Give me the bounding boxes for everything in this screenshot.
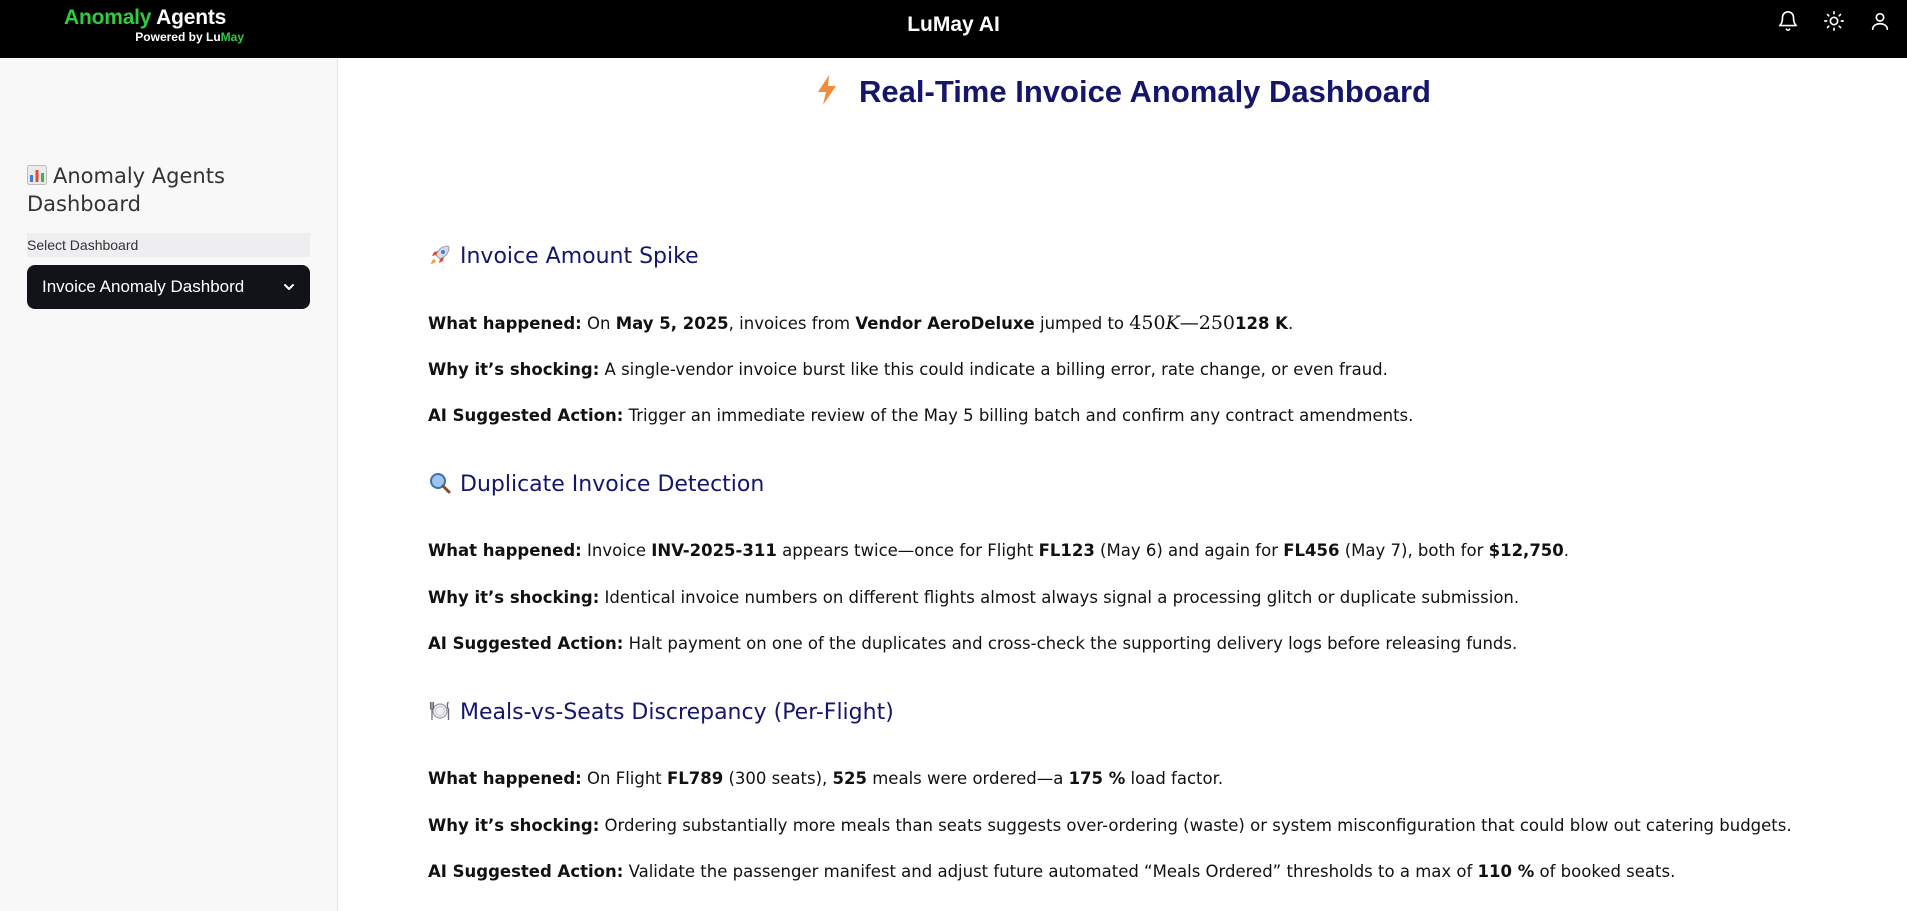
rocket-icon xyxy=(428,243,452,267)
section-heading-text: Duplicate Invoice Detection xyxy=(460,472,765,497)
what-happened-label: What happened: xyxy=(428,769,582,788)
section-2-ai-action xyxy=(428,632,1848,656)
page-title xyxy=(339,72,1907,112)
text-run-bold: 175 % xyxy=(1068,769,1126,788)
bell-icon xyxy=(1777,10,1799,32)
section-heading-text: Meals-vs-Seats Discrepancy (Per-Flight) xyxy=(460,700,894,725)
text-run: Validate the passenger manifest and adjust future automated “Meals Ordered” thresholds to a max of xyxy=(623,862,1478,881)
text-run: . xyxy=(1287,314,1294,333)
sidebar-title-text: Anomaly Agents Dashboard xyxy=(27,164,225,216)
text-run: meals were ordered—a xyxy=(866,769,1069,788)
text-run: of booked seats. xyxy=(1534,862,1676,881)
ai-action-label: AI Suggested Action: xyxy=(428,862,624,881)
dashboard-select[interactable] xyxy=(27,265,310,309)
text-run: On xyxy=(581,314,616,333)
notifications-button[interactable] xyxy=(1775,8,1801,34)
app-title: LuMay AI xyxy=(907,13,1000,36)
text-run-bold: FL456 xyxy=(1283,541,1340,560)
text-run: Halt payment on one of the duplicates and cross-check the supporting delivery logs before releasing funds. xyxy=(623,634,1518,653)
user-icon xyxy=(1869,10,1891,32)
text-run-bold: May 5, 2025 xyxy=(615,314,729,333)
bar-chart-icon xyxy=(27,165,47,185)
brand-logo[interactable] xyxy=(64,6,254,44)
why-shocking-label: Why it’s shocking: xyxy=(428,588,600,607)
theme-toggle-button[interactable] xyxy=(1821,8,1847,34)
text-run: Identical invoice numbers on different flights almost always signal a processing glitch or duplicate submission. xyxy=(599,588,1520,607)
math-expression xyxy=(1129,312,1235,334)
text-run: A single-vendor invoice burst like this could indicate a billing error, rate change, or even fraud. xyxy=(599,360,1388,379)
brand-powered-by xyxy=(64,30,254,44)
text-run: , invoices from xyxy=(728,314,856,333)
section-2-why-shocking xyxy=(428,586,1848,610)
section-1-ai-action xyxy=(428,404,1848,428)
chevron-down-icon xyxy=(282,280,296,294)
why-shocking-label: Why it’s shocking: xyxy=(428,816,600,835)
brand-title-part2: Agents xyxy=(151,6,227,29)
user-profile-button[interactable] xyxy=(1867,8,1893,34)
lightning-icon xyxy=(815,74,839,106)
text-run-bold: $12,750 xyxy=(1488,541,1564,560)
text-run-bold: Vendor AeroDeluxe xyxy=(855,314,1035,333)
text-run: (May 6) and again for xyxy=(1094,541,1284,560)
page-title-text: Real-Time Invoice Anomaly Dashboard xyxy=(859,74,1431,109)
powered-by-text: Powered by xyxy=(135,30,206,44)
powered-by-may: May xyxy=(220,30,244,44)
section-2-what-happened xyxy=(428,539,1848,563)
text-run: (300 seats), xyxy=(723,769,833,788)
text-run-bold: 525 xyxy=(832,769,867,788)
sidebar-title xyxy=(27,162,317,218)
text-run: load factor. xyxy=(1125,769,1224,788)
brand-title-part1: Anomaly xyxy=(64,6,152,29)
section-heading-meals-vs-seats xyxy=(428,698,894,728)
plate-cutlery-icon xyxy=(428,699,452,723)
top-bar xyxy=(0,0,1907,58)
text-run-bold: FL123 xyxy=(1038,541,1095,560)
text-run: Trigger an immediate review of the May 5 billing batch and confirm any contract amendments. xyxy=(623,406,1414,425)
what-happened-label: What happened: xyxy=(428,541,582,560)
section-3-what-happened xyxy=(428,767,1848,791)
sidebar xyxy=(0,58,338,911)
math-run: 450 xyxy=(1129,312,1166,334)
header-actions xyxy=(1775,8,1893,34)
text-run: . xyxy=(1563,541,1570,560)
text-run-bold: INV-2025-311 xyxy=(651,541,777,560)
section-3-ai-action xyxy=(428,860,1848,884)
section-heading-invoice-spike xyxy=(428,242,699,272)
text-run-bold: 110 % xyxy=(1477,862,1535,881)
text-run: jumped to xyxy=(1034,314,1130,333)
math-run: —250 xyxy=(1179,312,1235,334)
text-run: appears twice—once for Flight xyxy=(776,541,1039,560)
why-shocking-label: Why it’s shocking: xyxy=(428,360,600,379)
brand-title xyxy=(64,6,254,30)
main-content xyxy=(339,58,1907,911)
sun-icon xyxy=(1823,10,1845,32)
section-heading-text: Invoice Amount Spike xyxy=(460,244,699,269)
ai-action-label: AI Suggested Action: xyxy=(428,634,624,653)
section-heading-duplicate-invoice xyxy=(428,470,764,500)
what-happened-label: What happened: xyxy=(428,314,582,333)
section-1-why-shocking xyxy=(428,358,1848,382)
select-dashboard-label: Select Dashboard xyxy=(27,233,310,257)
text-run: On Flight xyxy=(581,769,668,788)
text-run: (May 7), both for xyxy=(1339,541,1489,560)
powered-by-lu: Lu xyxy=(205,30,221,44)
text-run: Ordering substantially more meals than seats suggests over-ordering (waste) or system misconfiguration that could blow out catering budgets. xyxy=(599,816,1792,835)
math-run: K xyxy=(1165,312,1180,334)
dashboard-select-value: Invoice Anomaly Dashbord xyxy=(42,277,245,296)
ai-action-label: AI Suggested Action: xyxy=(428,406,624,425)
text-run-bold: 128 K xyxy=(1235,314,1288,333)
section-1-what-happened xyxy=(428,311,1848,336)
magnifying-glass-icon xyxy=(428,471,452,495)
text-run: Invoice xyxy=(581,541,652,560)
section-3-why-shocking xyxy=(428,814,1848,838)
text-run-bold: FL789 xyxy=(667,769,724,788)
